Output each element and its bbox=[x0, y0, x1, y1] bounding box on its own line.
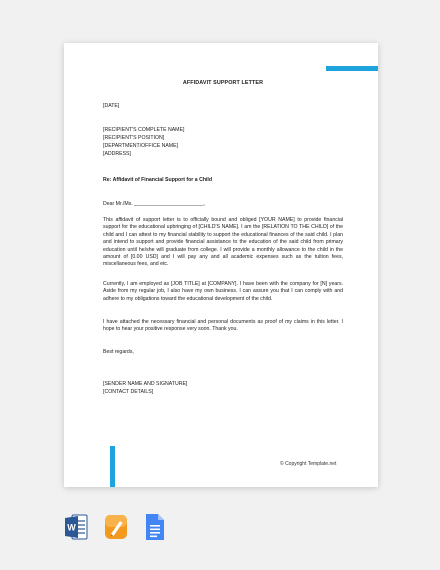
letter-page bbox=[64, 43, 378, 487]
recipient-department: [DEPARTMENT/OFFICE NAME] bbox=[103, 143, 179, 149]
letter-salutation: Dear Mr./Ms. ________________________, bbox=[103, 201, 205, 207]
accent-bar-top bbox=[326, 66, 378, 71]
recipient-address: [ADDRESS] bbox=[103, 151, 131, 157]
copyright-footer: © Copyright Template.net bbox=[280, 461, 337, 467]
letter-closing: Best regards, bbox=[103, 349, 134, 355]
google-docs-icon[interactable] bbox=[143, 513, 167, 541]
pages-icon[interactable] bbox=[104, 513, 128, 541]
letter-subject: Re: Affidavit of Financial Support for a Child bbox=[103, 177, 213, 183]
body-paragraph-2: Currently, I am employed as [JOB TITLE] at [COMPANY]. I have been with the company for [N] years. Aside from my regular job, I also have my own business. I can assure you that I can comply with and adhere to my obligations toward the educational development of the child. bbox=[103, 281, 343, 302]
svg-text:W: W bbox=[67, 522, 76, 533]
sender-signature: [SENDER NAME AND SIGNATURE] bbox=[103, 381, 188, 387]
recipient-name: [RECIPIENT'S COMPLETE NAME] bbox=[103, 127, 185, 133]
recipient-position: [RECIPIENT'S POSITION] bbox=[103, 135, 165, 141]
letter-date: [DATE] bbox=[103, 103, 120, 109]
body-paragraph-1: This affidavit of support letter is to officially bound and obliged [YOUR NAME] to provide financial support for the educational upbringing of [CHILD'S NAME]. I am the [RELATION TO THE CHILD] of the child and I can attest to my financial stability to support the educational finances of the said child. I plan and intend to support and provide financial assistance to the education of the said child from primary education until he/she will graduate from college. I will provide a monthly allowance to the child in the amount of [0.00 USD] and I will pay any and all academic expenses such as the tuition fees, miscellaneous fees, and etc. bbox=[103, 217, 343, 268]
body-paragraph-3: I have attached the necessary financial and personal documents as proof of my claims in this letter. I hope to hear your positive response very soon. Thank you. bbox=[103, 319, 343, 333]
accent-bar-side bbox=[110, 446, 115, 487]
sender-contact: [CONTACT DETAILS] bbox=[103, 389, 154, 395]
letter-title: AFFIDAVIT SUPPORT LETTER bbox=[182, 80, 264, 86]
word-icon[interactable] bbox=[64, 513, 88, 541]
format-icons bbox=[0, 513, 440, 543]
